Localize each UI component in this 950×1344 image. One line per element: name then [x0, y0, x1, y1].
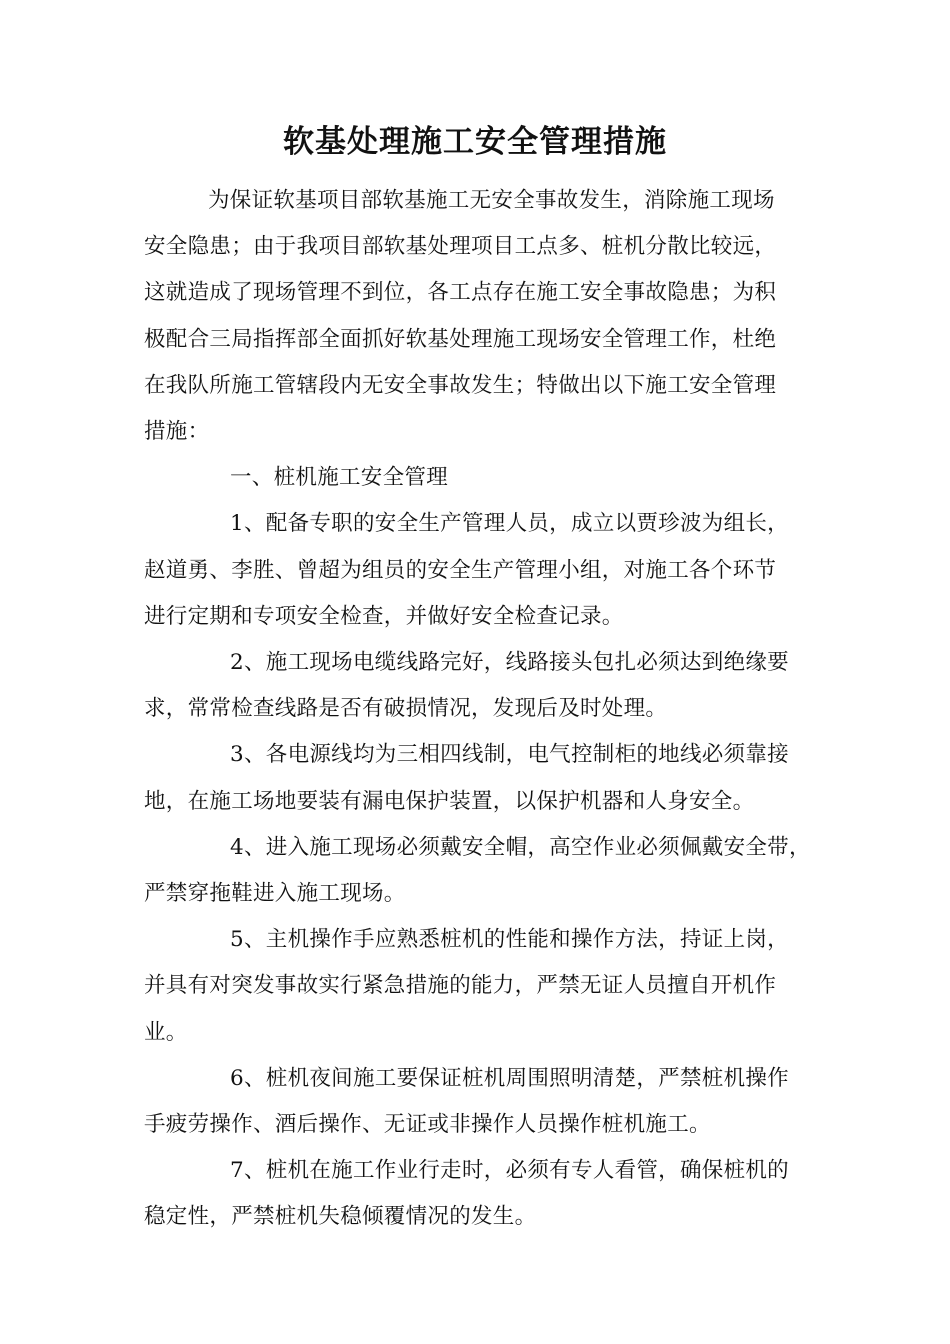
item-line: 严禁穿拖鞋进入施工现场。: [144, 881, 406, 907]
item-line: 3、各电源线均为三相四线制，电气控制柜的地线必须靠接: [230, 742, 789, 768]
intro-paragraph: [144, 178, 824, 455]
item-line: 6、桩机夜间施工要保证桩机周围照明清楚，严禁桩机操作: [230, 1065, 789, 1091]
item-paragraph-3: [144, 732, 824, 824]
item-paragraph-7: [144, 1148, 824, 1240]
intro-line: 这就造成了现场管理不到位，各工点存在施工安全事故隐患；为积: [144, 280, 777, 306]
item-line: 赵道勇、李胜、曾超为组员的安全生产管理小组，对施工各个环节: [144, 557, 777, 583]
section-heading: 一、桩机施工安全管理: [230, 465, 449, 491]
intro-line: 措施：: [144, 419, 210, 445]
document-title: 软基处理施工安全管理措施: [283, 124, 667, 160]
intro-line: 为保证软基项目部软基施工无安全事故发生，消除施工现场: [208, 188, 775, 213]
item-line: 求，常常检查线路是否有破损情况，发现后及时处理。: [144, 696, 668, 722]
item-line: 稳定性，严禁桩机失稳倾覆情况的发生。: [144, 1204, 537, 1230]
item-line: 地，在施工场地要装有漏电保护装置，以保护机器和人身安全。: [144, 788, 755, 814]
item-line: 业。: [144, 1019, 188, 1045]
item-line: 2、施工现场电缆线路完好，线路接头包扎必须达到绝缘要: [230, 650, 789, 676]
item-paragraph-5: [144, 917, 824, 1056]
item-line: 进行定期和专项安全检查，并做好安全检查记录。: [144, 603, 624, 629]
item-line: 5、主机操作手应熟悉桩机的性能和操作方法，持证上岗，: [230, 927, 789, 953]
item-line: 4、进入施工现场必须戴安全帽，高空作业必须佩戴安全带，: [230, 834, 811, 860]
intro-line: 在我队所施工管辖段内无安全事故发生；特做出以下施工安全管理: [144, 372, 777, 398]
document-body: [144, 178, 824, 1241]
item-line: 手疲劳操作、酒后操作、无证或非操作人员操作桩机施工。: [144, 1112, 711, 1138]
item-paragraph-6: [144, 1056, 824, 1148]
item-paragraph-4: [144, 825, 824, 917]
item-line: 并具有对突发事故实行紧急措施的能力，严禁无证人员擅自开机作: [144, 973, 777, 999]
intro-line: 极配合三局指挥部全面抓好软基处理施工现场安全管理工作，杜绝: [144, 326, 777, 352]
item-line: 7、桩机在施工作业行走时，必须有专人看管，确保桩机的: [230, 1158, 789, 1184]
intro-line: 安全隐患；由于我项目部软基处理项目工点多、桩机分散比较远，: [144, 234, 777, 260]
item-paragraph-1: [144, 501, 824, 640]
item-paragraph-2: [144, 640, 824, 732]
item-line: 1、配备专职的安全生产管理人员，成立以贾珍波为组长，: [230, 511, 789, 537]
